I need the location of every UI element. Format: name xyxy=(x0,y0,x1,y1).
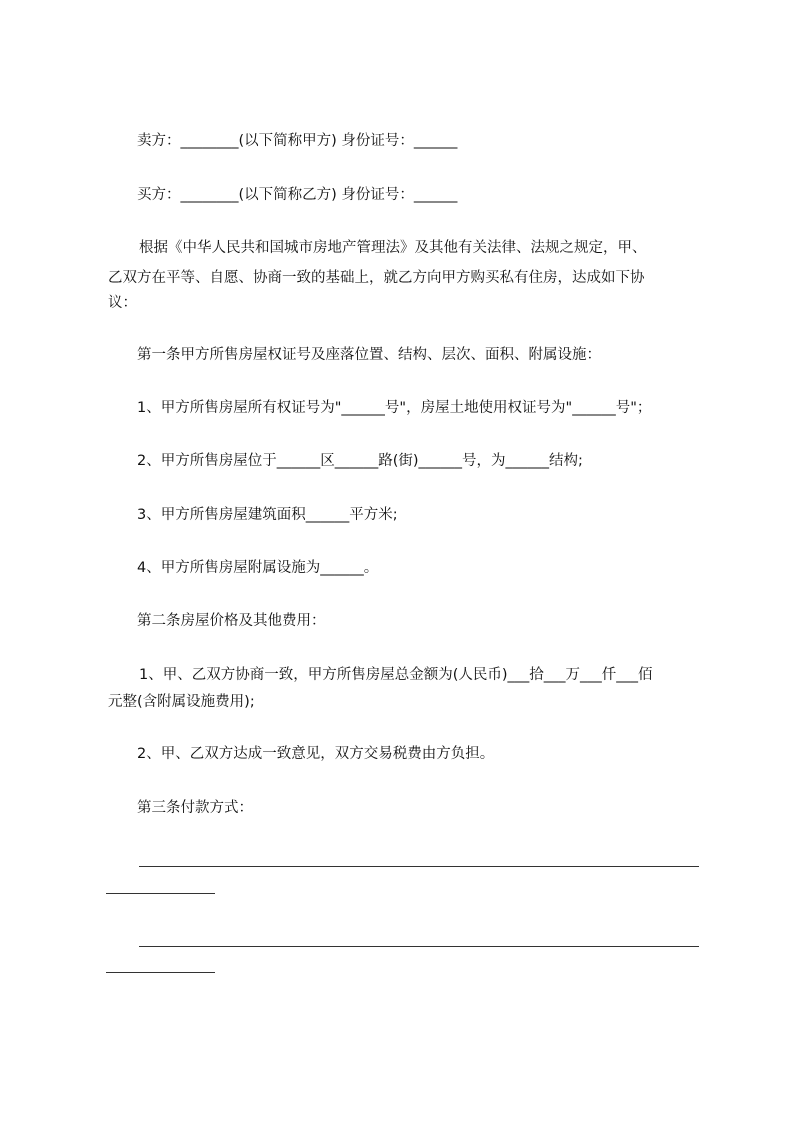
article1-item-4: 4、甲方所售房屋附属设施为______。 xyxy=(137,560,379,576)
payment-blank-line-1 xyxy=(139,866,699,867)
article2-item-1-line-2: 元整(含附属设施费用); xyxy=(108,694,255,710)
preamble-line-1: 根据《中华人民共和国城市房地产管理法》及其他有关法律、法规之规定，甲、 xyxy=(139,240,647,256)
preamble-line-3: 议： xyxy=(108,295,137,311)
buyer-line: 买方：________(以下简称乙方) 身份证号：______ xyxy=(137,187,458,203)
article2-item-1-line-1: 1、甲、乙双方协商一致，甲方所售房屋总金额为(人民币)___拾___万___仟___佰 xyxy=(139,667,653,683)
payment-blank-line-1-cont xyxy=(106,893,215,894)
article2-title: 第二条房屋价格及其他费用： xyxy=(137,613,326,629)
article1-item-3: 3、甲方所售房屋建筑面积______平方米; xyxy=(137,507,398,523)
article1-item-2: 2、甲方所售房屋位于______区______路(街)______号，为______结构; xyxy=(137,453,583,469)
article3-title: 第三条付款方式： xyxy=(137,800,253,816)
payment-blank-line-2-cont xyxy=(106,972,215,973)
payment-blank-line-2 xyxy=(139,946,699,947)
article2-item-2: 2、甲、乙双方达成一致意见，双方交易税费由方负担。 xyxy=(137,746,495,762)
article1-item-1: 1、甲方所售房屋所有权证号为"______号"，房屋土地使用权证号为"______号"； xyxy=(137,400,652,416)
preamble-line-2: 乙双方在平等、自愿、协商一致的基础上，就乙方向甲方购买私有住房，达成如下协 xyxy=(108,270,645,286)
seller-line: 卖方：________(以下简称甲方) 身份证号：______ xyxy=(137,133,458,149)
article1-title: 第一条甲方所售房屋权证号及座落位置、结构、层次、面积、附属设施： xyxy=(137,347,601,363)
